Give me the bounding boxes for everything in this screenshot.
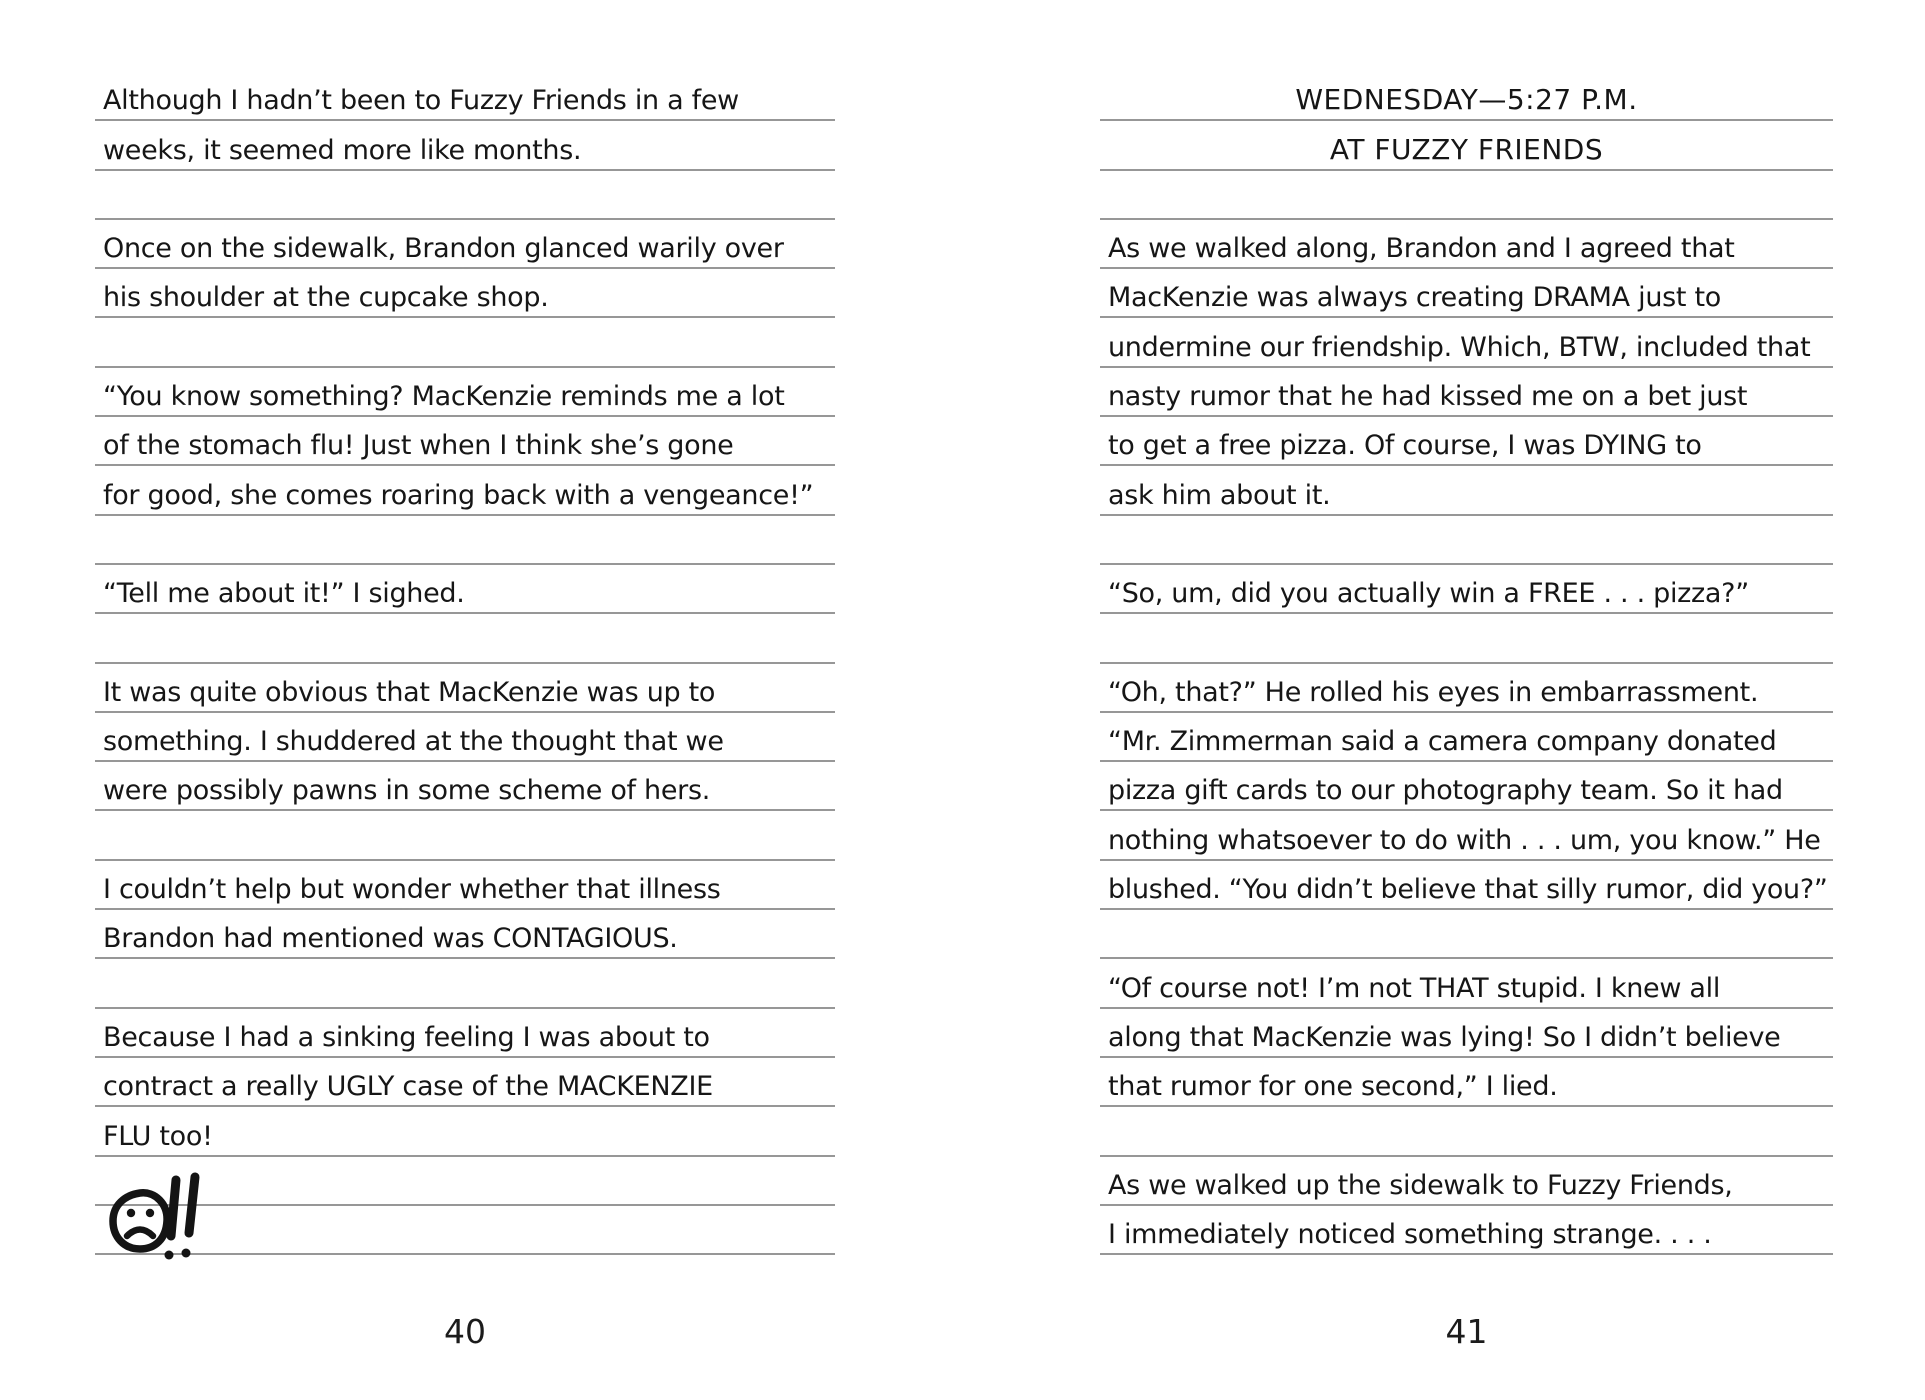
notebook-line [95,220,835,269]
notebook-line [1100,1157,1833,1206]
notebook-line [95,959,835,1008]
line-text: As we walked up the sidewalk to Fuzzy Friends, [1108,1169,1733,1201]
notebook-line [1100,910,1833,959]
sad-face-icon [100,1166,215,1274]
line-text: contract a really UGLY case of the MACKENZIE [103,1071,713,1103]
notebook-line [1100,1107,1833,1156]
line-text: pizza gift cards to our photography team. So it had [1108,775,1783,807]
notebook-line [95,1107,835,1156]
notebook-line [95,466,835,515]
page-number-left: 40 [444,1312,486,1351]
notebook-line [1100,959,1833,1008]
notebook-line [95,910,835,959]
line-text: I couldn’t help but wonder whether that illness [103,874,721,906]
notebook-line [1100,565,1833,614]
line-text: undermine our friendship. Which, BTW, included that [1108,331,1811,363]
notebook-line [95,72,835,121]
notebook-line [95,318,835,367]
line-text: FLU too! [103,1120,213,1152]
line-text: MacKenzie was always creating DRAMA just to [1108,282,1721,314]
line-text: “Oh, that?” He rolled his eyes in embarrassment. [1108,676,1759,708]
notebook-line [95,614,835,663]
notebook-line [1100,417,1833,466]
notebook-line [1100,220,1833,269]
line-text: something. I shuddered at the thought that we [103,726,724,758]
notebook-line [1100,466,1833,515]
notebook-line [95,664,835,713]
left-page [95,72,835,1255]
line-text: “Tell me about it!” I sighed. [103,578,465,610]
line-text: that rumor for one second,” I lied. [1108,1071,1558,1103]
notebook-line [95,269,835,318]
sad-face-doodle [100,1166,215,1274]
notebook-line [95,811,835,860]
page-number-right: 41 [1445,1312,1488,1351]
line-text: “Mr. Zimmerman said a camera company donated [1108,726,1777,758]
entry-location-heading: AT FUZZY FRIENDS [1329,132,1604,166]
line-text: Although I hadn’t been to Fuzzy Friends in a few [103,85,739,117]
notebook-line [95,516,835,565]
notebook-line [95,713,835,762]
line-text: Brandon had mentioned was CONTAGIOUS. [103,923,678,955]
right-page [1100,72,1833,1255]
line-text: weeks, it seemed more like months. [103,134,582,166]
notebook-line [95,1058,835,1107]
line-text: ask him about it. [1108,479,1331,511]
notebook-line [1100,664,1833,713]
notebook-line [1100,269,1833,318]
line-text: of the stomach flu! Just when I think she’s gone [103,430,734,462]
line-text: his shoulder at the cupcake shop. [103,282,549,314]
notebook-line [1100,811,1833,860]
line-text: were possibly pawns in some scheme of hers. [103,775,711,807]
notebook-line [1100,1206,1833,1255]
line-text: nothing whatsoever to do with . . . um, you know.” He [1108,824,1821,856]
entry-heading-line [1100,72,1833,121]
notebook-line [1100,368,1833,417]
notebook-line [95,762,835,811]
line-text: “So, um, did you actually win a FREE . . . pizza?” [1108,578,1749,610]
line-text: for good, she comes roaring back with a vengeance!” [103,479,814,511]
notebook-line [95,861,835,910]
notebook-line [1100,762,1833,811]
notebook-line [1100,516,1833,565]
notebook-line [95,121,835,170]
line-text: blushed. “You didn’t believe that silly rumor, did you?” [1108,874,1828,906]
notebook-line [95,171,835,220]
line-text: nasty rumor that he had kissed me on a bet just [1108,381,1748,413]
line-text: Because I had a sinking feeling I was about to [103,1021,710,1053]
notebook-line [95,417,835,466]
line-text: to get a free pizza. Of course, I was DYING to [1108,430,1702,462]
notebook-line [95,565,835,614]
entry-date-heading: WEDNESDAY—5:27 P.M. [1295,83,1638,117]
line-text: I immediately noticed something strange. . . . [1108,1219,1712,1251]
notebook-line [1100,713,1833,762]
notebook-line [1100,1058,1833,1107]
notebook-line [1100,171,1833,220]
line-text: “Of course not! I’m not THAT stupid. I knew all [1108,972,1721,1004]
notebook-line [1100,318,1833,367]
notebook-line [1100,614,1833,663]
line-text: As we walked along, Brandon and I agreed that [1108,233,1735,265]
line-text: along that MacKenzie was lying! So I didn’t believe [1108,1021,1781,1053]
notebook-line [95,1009,835,1058]
notebook-line [1100,861,1833,910]
notebook-line [95,368,835,417]
line-text: It was quite obvious that MacKenzie was up to [103,676,716,708]
notebook-line [1100,1009,1833,1058]
line-text: “You know something? MacKenzie reminds me a lot [103,381,785,413]
entry-heading-line [1100,121,1833,170]
line-text: Once on the sidewalk, Brandon glanced warily over [103,233,784,265]
